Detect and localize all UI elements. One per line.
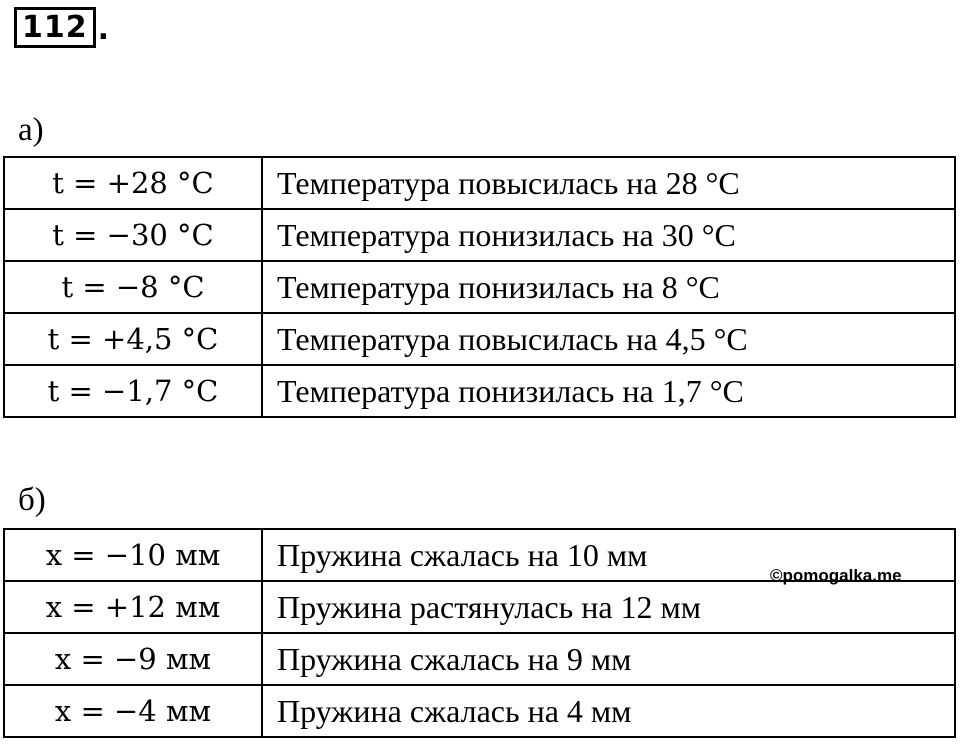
temperature-table: [3, 156, 956, 418]
formula-cell: x = +12 мм: [4, 581, 262, 633]
problem-number-box: 112: [14, 7, 96, 48]
table-row: [4, 633, 955, 685]
description-cell: Температура понизилась на 8 °C: [262, 261, 955, 313]
section-b-label: б): [18, 482, 46, 518]
watermark-text: ©pomogalka.me: [770, 566, 902, 585]
description-cell: Пружина сжалась на 9 мм: [262, 633, 955, 685]
formula-cell: x = −4 мм: [4, 685, 262, 737]
formula-cell: t = −1,7 °C: [4, 365, 262, 417]
description-cell: Пружина сжалась на 4 мм: [262, 685, 955, 737]
table-row: [4, 581, 955, 633]
table-row: [4, 685, 955, 737]
description-cell: Температура повысилась на 28 °C: [262, 157, 955, 209]
section-a-label: а): [18, 112, 44, 148]
formula-cell: x = −9 мм: [4, 633, 262, 685]
formula-cell: t = −30 °C: [4, 209, 262, 261]
spring-table: [3, 528, 956, 738]
formula-cell: t = +4,5 °C: [4, 313, 262, 365]
table-row: [4, 157, 955, 209]
description-cell: Температура повысилась на 4,5 °C: [262, 313, 955, 365]
description-cell: Температура понизилась на 1,7 °C: [262, 365, 955, 417]
formula-cell: x = −10 мм: [4, 529, 262, 581]
description-cell: Пружина растянулась на 12 мм: [262, 581, 955, 633]
table-row: [4, 261, 955, 313]
table-row: [4, 209, 955, 261]
problem-number-dot: .: [97, 12, 110, 47]
formula-cell: t = +28 °C: [4, 157, 262, 209]
problem-number: [14, 4, 109, 48]
formula-cell: t = −8 °C: [4, 261, 262, 313]
description-cell: Пружина сжалась на 10 мм: [262, 529, 955, 581]
table-row: [4, 365, 955, 417]
description-cell: Температура понизилась на 30 °C: [262, 209, 955, 261]
table-row: [4, 313, 955, 365]
